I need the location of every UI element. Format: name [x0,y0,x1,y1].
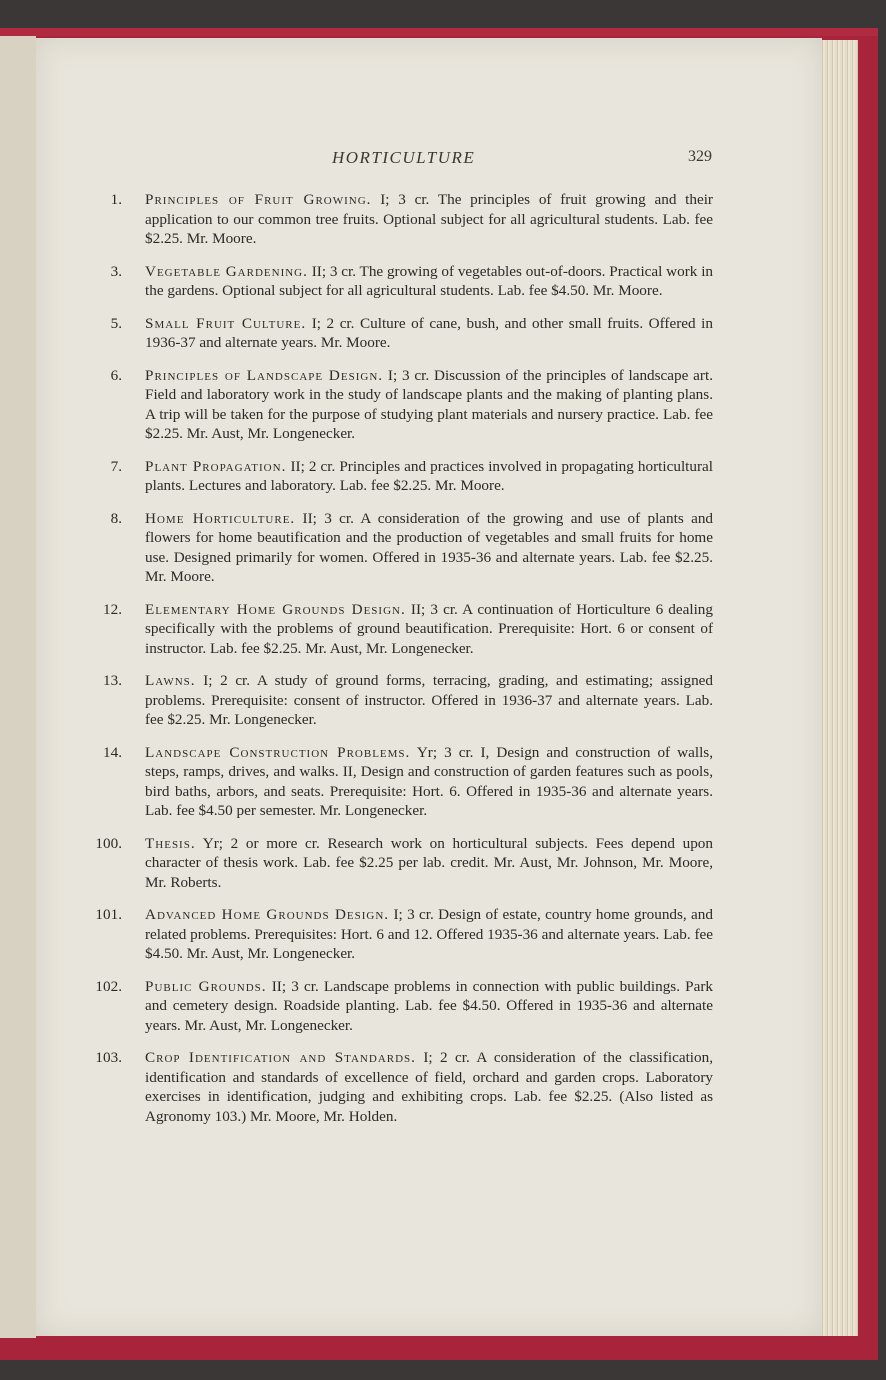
course-text: II; 3 cr. A consideration of the growing and use of plants and flowers for home beautification and the production of vegetables and small fruits for home use. Designed primarily for women. Offered in 1935-36 and alternate years. Lab. fee $2.25. Mr. Moore. [145,509,714,585]
course-title: Principles of Landscape Design. [145,366,384,384]
course-title: Landscape Construction Problems. [145,743,411,761]
course-text: II; 2 cr. Principles and practices involved in propagating horticultural plants. Lectures and laboratory. Lab. fee $2.25. Mr. Moore. [145,457,713,494]
course-number: 101. [95,906,122,923]
course-number: 12. [103,600,122,618]
course-title: Elementary Home Grounds Design. [145,600,406,618]
course-title: Advanced Home Grounds Design. [145,906,390,923]
running-head: HORTICULTURE [332,148,476,167]
course-description [145,262,713,301]
course-title: Vegetable Gardening. [145,262,308,280]
course-description [145,834,713,893]
course-description [145,671,713,730]
course-number: 7. [110,457,122,475]
course-number: 8. [110,509,122,527]
course-text: I; 3 cr. Design of estate, country home grounds, and related problems. Prerequisites: Hort. 6 and 12. Offered 1935-36 and alternate years. Lab. fee $4.50. Mr. Aust, Mr. Longenecker. [145,906,713,962]
course-title: Crop Identification and Standards. [145,1049,416,1066]
course-entry [0,457,886,496]
course-text: I; 2 cr. A consideration of the classification, identification and standards of excellence of field, orchard and garden crops. Laboratory exercises in identification, judging and exhibiting crops. Lab. fee $2.25. (Also listed as Agronomy 103.) Mr. Moore, Mr. Holden. [145,1049,714,1125]
course-description [145,743,713,821]
course-text: II; 3 cr. The growing of vegetables out-of-doors. Practical work in the gardens. Optional subject for all agricultural students. Lab. fee $4.50. Mr. Moore. [145,262,714,299]
course-entry [0,905,886,964]
course-text: II; 3 cr. A continuation of Horticulture 6 dealing specifically with the problems of ground beautification. Prerequisite: Hort. 6 or consent of instructor. Lab. fee $2.25. Mr. Aust, Mr. Longenecker. [145,600,713,657]
course-description [145,600,713,659]
course-entry [0,190,886,249]
course-number: 103. [95,1049,122,1066]
course-entry [0,366,886,444]
page-number: 329 [688,148,712,165]
course-entry [0,600,886,659]
course-text: I; 2 cr. A study of ground forms, terracing, grading, and estimating; assigned problems. Prerequisite: consent of instructor. Offered in 1936-37 and alternate years. Lab. fee $2.25. Mr. Longenecker. [145,672,713,728]
course-entry [0,743,886,821]
course-description [145,457,713,496]
course-title: Small Fruit Culture. [145,314,307,332]
cover-top-edge [0,28,878,36]
course-entry [0,834,886,893]
course-description [145,314,713,353]
course-description [145,977,713,1036]
course-text: Yr; 2 or more cr. Research work on horticultural subjects. Fees depend upon character of thesis work. Lab. fee $2.25 per lab. credit. Mr. Aust, Mr. Johnson, Mr. Moore, Mr. Roberts. [145,834,713,891]
course-title: Home Horticulture. [145,509,296,527]
course-title: Plant Propagation. [145,457,287,475]
course-list [0,190,886,1139]
course-number: 14. [103,743,122,761]
course-number: 13. [103,672,122,689]
course-entry [0,509,886,587]
course-title: Lawns. [145,672,196,689]
course-entry [0,314,886,353]
course-number: 6. [110,366,122,384]
course-title: Principles of Fruit Growing. [145,191,372,208]
course-text: Yr; 3 cr. I, Design and construction of walls, steps, ramps, drives, and walks. II, Design and construction of garden features such as pools, bird baths, arbors, and seats. Prerequisite: Hort. 6. Offered in 1935-36 and alternate years. Lab. fee $4.50 per semester. Mr. Longenecker. [145,743,713,819]
course-title: Public Grounds. [145,977,267,995]
course-description [145,1048,713,1126]
course-text: I; 3 cr. Discussion of the principles of landscape art. Field and laboratory work in the study of landscape plants and the making of planting plans. A trip will be taken for the purpose of studying plant materials and nursery practice. Lab. fee $2.25. Mr. Aust, Mr. Longenecker. [145,366,713,442]
course-number: 5. [110,314,122,332]
course-entry [0,671,886,730]
course-description [145,190,713,249]
course-description [145,509,713,587]
course-number: 1. [110,191,122,208]
course-number: 3. [110,262,122,280]
course-number: 100. [95,834,122,852]
course-number: 102. [95,977,122,995]
course-text: I; 3 cr. The principles of fruit growing and their application to our common tree fruits. Optional subject for all agricultural students. Lab. fee $2.25. Mr. Moore. [145,191,713,247]
course-text: II; 3 cr. Landscape problems in connection with public buildings. Park and cemetery design. Roadside planting. Lab. fee $4.50. Offered in 1935-36 and alternate years. Mr. Aust, Mr. Longenecker. [145,977,713,1034]
course-description [145,366,713,444]
course-text: I; 2 cr. Culture of cane, bush, and other small fruits. Offered in 1936-37 and alternate years. Mr. Moore. [145,314,713,351]
course-title: Thesis. [145,834,196,852]
course-entry [0,262,886,301]
course-description [145,905,713,964]
course-entry [0,1048,886,1126]
course-entry [0,977,886,1036]
page-header [0,148,886,168]
